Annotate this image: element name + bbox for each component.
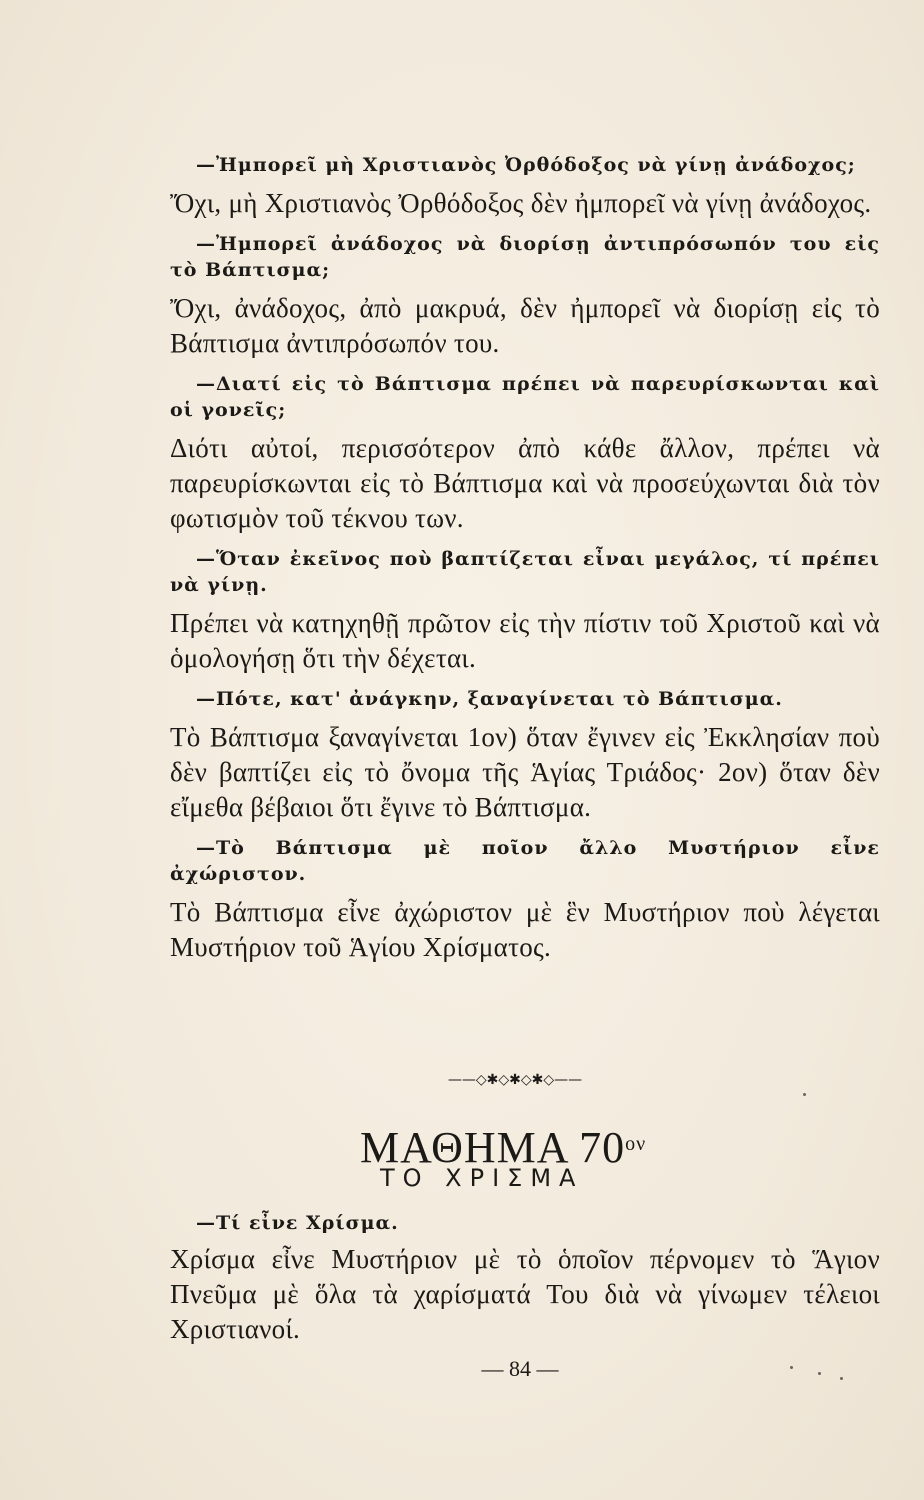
answer-parents-present: Διότι αὐτοί, περισσότερον ἀπὸ κάθε ἄλλον, πρέπει νὰ παρευρίσκωνται εἰς τὸ Βάπτισμα καὶ νὰ προσεύχωνται διὰ τὸν φωτισμὸν τοῦ τέκνου των. [170,433,880,533]
answer-godparent-non-orthodox: Ὄχι, μὴ Χριστιανὸς Ὀρθόδοξος δὲν ἠμπορεῖ νὰ γίνῃ ἀνάδοχος. [170,188,872,218]
answer-rebaptism: Τὸ Βάπτισμα ξαναγίνεται 1ον) ὅταν ἔγινεν εἰς Ἐκκλησίαν ποὺ δὲν βαπτίζει εἰς τὸ ὄνομα τῆς Ἁγίας Τριάδος· 2ον) ὅταν δὲν εἴμεθα βέβαιοι ὅτι ἔγινε τὸ Βάπτισμα. [170,722,880,822]
answer-adult-baptism: Πρέπει νὰ κατηχηθῇ πρῶτον εἰς τὴν πίστιν τοῦ Χριστοῦ καὶ νὰ ὁμολογήσῃ ὅτι τὴν δέχεται. [170,608,880,673]
text-section-chrism [170,1210,880,1347]
question-adult-baptism: —Ὅταν ἐκεῖνος ποὺ βαπτίζεται εἶναι μεγάλος, τί πρέπει νὰ γίνῃ. [170,548,880,596]
paper-speck [840,1377,843,1380]
ornament-divider: ——◇✱◇✱◇✱◇—— [447,1072,583,1088]
lesson-title-suffix: ον [625,1133,647,1155]
answer-godparent-proxy: Ὄχι, ἀνάδοχος, ἀπὸ μακρυά, δὲν ἠμπορεῖ νὰ διορίσῃ εἰς τὸ Βάπτισμα ἀντιπρόσωπόν του. [170,293,880,358]
paper-speck [803,1093,806,1096]
question-godparent-proxy: —Ἠμπορεῖ ἀνάδοχος νὰ διορίσῃ ἀντιπρόσωπόν του εἰς τὸ Βάπτισμα; [170,233,880,281]
question-what-is-chrism: —Τί εἶνε Χρίσμα. [196,1212,399,1234]
paper-speck [790,1366,793,1369]
answer-what-is-chrism: Χρίσμα εἶνε Μυστήριον μὲ τὸ ὁποῖον πέρνομεν τὸ Ἅγιον Πνεῦμα μὲ ὅλα τὰ χαρίσματά Του διὰ νὰ γίνωμεν τέλειοι Χριστιανοί. [170,1244,880,1344]
question-inseparable-sacrament: —Τὸ Βάπτισμα μὲ ποῖον ἄλλο Μυστήριον εἶνε ἀχώριστον. [170,837,880,885]
question-rebaptism: —Πότε, κατ' ἀνάγκην, ξαναγίνεται τὸ Βάπτισμα. [196,688,783,710]
paper-speck [818,1372,821,1375]
text-section-baptism [170,152,880,965]
lesson-title-text: ΜΑΘΗΜΑ 70 [360,1123,626,1172]
question-parents-present: —Διατί εἰς τὸ Βάπτισμα πρέπει νὰ παρευρίσκωνται καὶ οἱ γονεῖς; [170,373,880,421]
answer-inseparable-sacrament: Τὸ Βάπτισμα εἶνε ἀχώριστον μὲ ἓν Μυστήριον ποὺ λέγεται Μυστήριον τοῦ Ἁγίου Χρίσματος. [170,897,880,962]
lesson-subtitle: ΤΟ ΧΡΙΣΜΑ [380,1164,584,1192]
question-godparent-non-orthodox: —Ἠμπορεῖ μὴ Χριστιανὸς Ὀρθόδοξος νὰ γίνῃ ἀνάδοχος; [196,154,856,176]
page-number: — 84 — [481,1356,559,1381]
